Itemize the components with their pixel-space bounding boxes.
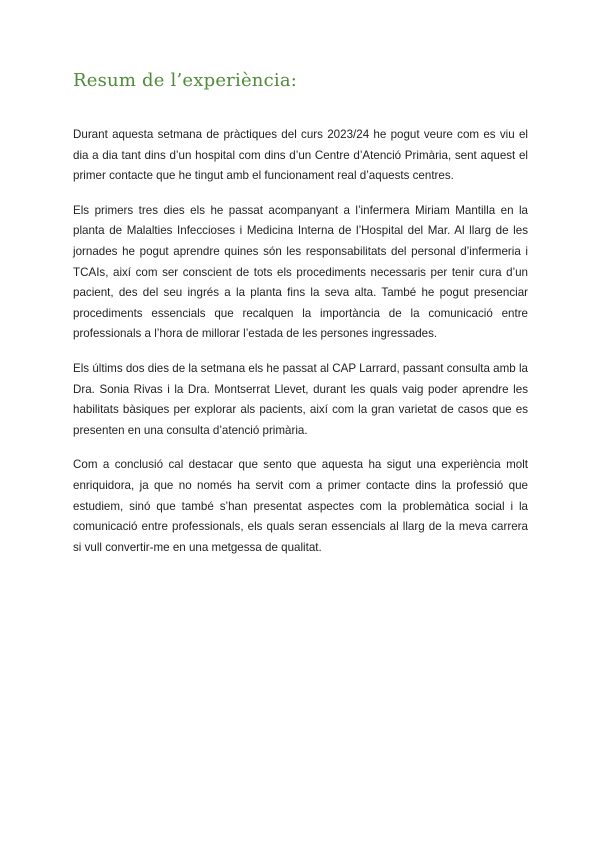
document-body — [73, 125, 528, 572]
paragraph-hospital: Els primers tres dies els he passat acompanyant a l’infermera Miriam Mantilla en la planta de Malalties Infeccioses i Medicina Interna de l’Hospital del Mar. Al llarg de les jornades he pogut aprendre quines són les responsabilitats del personal d’infermeria i TCAIs, així com ser conscient de tots els procediments necessaris per tenir cura d’un pacient, des del seu ingrés a la planta fins la seva alta. També he pogut presenciar procediments essencials que recalquen la importància de la comunicació entre professionals a l’hora de millorar l’estada de les persones ingressades. — [73, 203, 528, 341]
section-heading: Resum de l’experiència: — [73, 70, 298, 91]
paragraph-conclusion: Com a conclusió cal destacar que sento que aquesta ha sigut una experiència molt enriquidora, ja que no només ha servit com a primer contacte dins la professió que estudiem, sinó que també s’han presentat aspectes com la problemàtica social i la comunicació entre professionals, els quals seran essencials al llarg de la meva carrera si vull convertir-me en una metgessa de qualitat. — [73, 458, 528, 554]
paragraph-cap: Els últims dos dies de la setmana els he passat al CAP Larrard, passant consulta amb la Dra. Sonia Rivas i la Dra. Montserrat Llevet, durant les quals vaig poder aprendre les habilitats bàsiques per explorar als pacients, així com la gran varietat de casos que es presenten en una consulta d’atenció primària. — [73, 361, 528, 437]
paragraph-intro: Durant aquesta setmana de pràctiques del curs 2023/24 he pogut veure com es viu el dia a dia tant dins d’un hospital com dins d’un Centre d’Atenció Primària, sent aquest el primer contacte que he tingut amb el funcionament real d’aquests centres. — [73, 128, 528, 183]
